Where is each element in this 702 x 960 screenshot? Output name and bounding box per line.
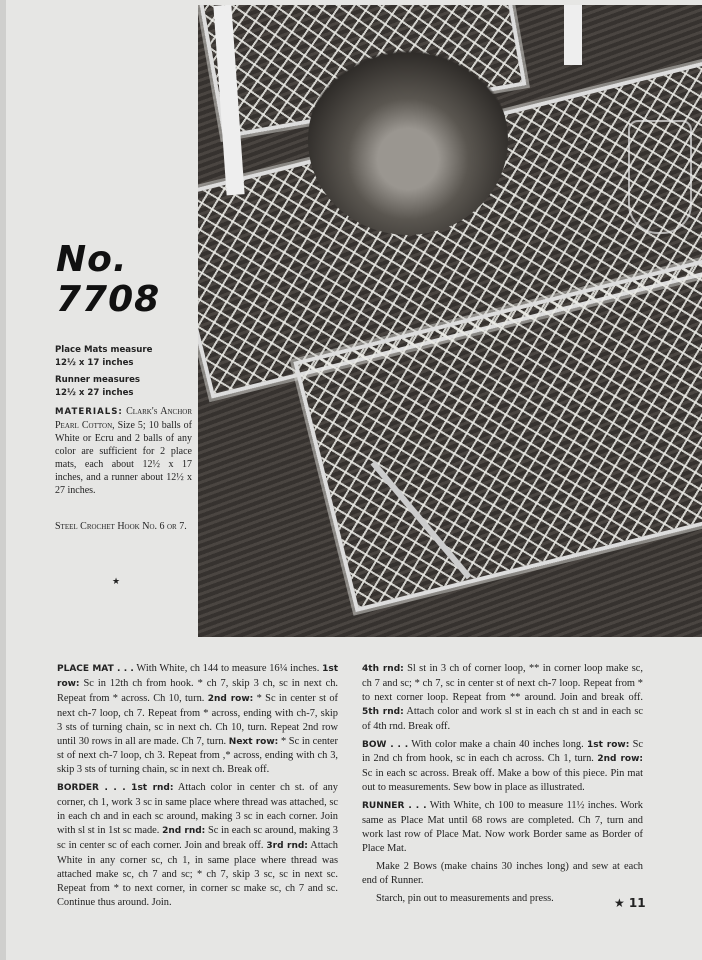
place-mat-instructions [57, 662, 338, 777]
place-mats-size: 12½ x 17 inches [55, 358, 134, 368]
bows-instructions: Make 2 Bows (make chains 30 inches long) and sew at each end of Runner. [362, 860, 643, 886]
wine-glass [628, 120, 692, 234]
text: * Sc in center st of next ch-7 loop, ch 3. Repeat from ,* across, ending with ch 3, skip 3 sts of turning chain, sc in next ch. Break off. [57, 735, 338, 776]
row-label: Next row: [228, 736, 279, 747]
text: Attach color in center ch st. of any corner, ch 1, work 3 sc in same place where thread was attached, sc in each ch and in each sc around, making 3 sc in each corner. Join with sl st in 1st sc made. [57, 782, 338, 836]
text: Sc in each sc around, making 3 sc in center sc of each corner. Join and break off. [57, 824, 339, 851]
row-label: 2nd row: [207, 693, 254, 704]
runner-measures: Runner measures [55, 375, 141, 385]
border-instructions [57, 781, 338, 909]
pattern-number-value: 7708 [56, 279, 161, 320]
section-label: BOW . . . [362, 739, 409, 750]
flower-centerpiece [308, 45, 508, 235]
place-mats-photo [198, 5, 702, 637]
place-mat-size [55, 344, 192, 370]
runner-size-value: 12½ x 27 inches [55, 388, 134, 398]
text: Sc in 12th ch from hook. * ch 7, skip 3 ch, sc in next ch. Repeat from * across. Ch 10, turn. [57, 677, 338, 704]
place-mats-measure: Place Mats measure [55, 345, 153, 355]
row-label: 4th rnd: [362, 664, 404, 674]
text: With White, ch 144 to measure 16¼ inches. [133, 663, 323, 674]
text: Attach White in any corner sc, ch 1, in same place where thread was attached make sc, ch 7 and sc; * ch 7, skip 3 sc, sc in next sc. Repeat from * to next corner, in corner sc make sc, ch 7 and sc. Continue thus around. Join. [57, 839, 338, 908]
text: Attach color and work sl st in each ch st and in each sc of 4th rnd. Break off. [362, 705, 643, 732]
page-number: ★ 11 [614, 896, 646, 910]
text: * Sc in center st of next ch-7 loop, ch 7. Repeat from * across, ending with ch-7, skip 3 sts of turning chain, sc in next ch. Ch 10, turn. Repeat 2nd row until 30 rows in all are made. Ch 7, turn. [57, 692, 339, 747]
runner-instructions [362, 799, 643, 856]
bow-instructions [362, 738, 643, 796]
text: With color make a chain 40 inches long. [408, 738, 587, 750]
materials-label: MATERIALS: [55, 407, 123, 417]
hook-size: Steel Crochet Hook No. 6 or 7. [55, 521, 187, 532]
instructions-left-column [57, 662, 338, 913]
starch-instructions: Starch, pin out to measurements and press. [376, 892, 554, 904]
section-label: BORDER . . . [57, 783, 126, 794]
materials-text: Size 5; 10 balls of White or Ecru and 2 balls of any color are sufficient for 2 place mats, each about 12½ x 17 inches, and a runner about 12½ x 27 inches. [55, 420, 192, 496]
section-label: PLACE MAT . . . [57, 664, 134, 674]
border-instructions-continued [362, 662, 643, 734]
pattern-number [56, 240, 160, 320]
row-label: 3rd rnd: [266, 840, 308, 851]
star-ornament: ★ [112, 576, 121, 586]
page-edge-shadow [0, 0, 6, 960]
row-label: 5th rnd: [362, 706, 404, 717]
row-label: 2nd rnd: [162, 825, 206, 836]
pattern-number-label: No. [56, 239, 128, 280]
text: With White, ch 100 to measure 11½ inches. Work same as Place Mat until 68 rows are completed. Ch 7, turn and work last row of Place Mat. Now work Border same as Border of Place Mat. [362, 800, 643, 854]
text: Sc in 2nd ch from hook, sc in each ch across. Ch 1, turn. [362, 738, 643, 765]
row-label: 1st rnd: [125, 783, 174, 794]
candle [564, 5, 582, 65]
text: Sc in each sc across. Break off. Make a bow of this piece. Pin mat out to measurements. Sew bow in place as illustrated. [362, 768, 643, 794]
runner-size [55, 374, 192, 400]
row-label: 1st row: [57, 664, 338, 689]
row-label: 2nd row: [597, 754, 643, 765]
instructions-right-column [362, 662, 643, 910]
text: Sl st in 3 ch of corner loop, ** in corner loop make sc, ch 7 and sc; * ch 7, sc in center st of next ch-7 loop. Repeat from * to next corner loop. Repeat from ** around. Join and break off. [362, 663, 643, 703]
materials-brand: Clark's Anchor Pearl Cotton, [55, 406, 192, 431]
section-label: RUNNER . . . [362, 801, 427, 812]
materials [55, 405, 192, 497]
row-label: 1st row: [587, 739, 630, 750]
